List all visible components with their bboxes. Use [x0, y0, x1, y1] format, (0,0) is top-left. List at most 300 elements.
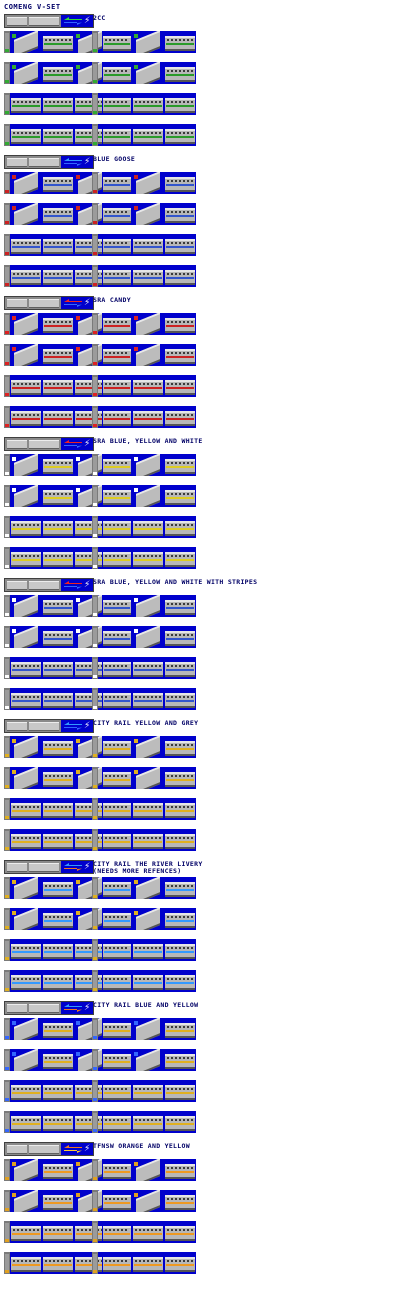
sprite-row	[4, 1109, 396, 1140]
car-windows	[45, 916, 71, 918]
cab-marker	[12, 34, 16, 38]
car-sprite-diagonal	[78, 1159, 102, 1181]
car-windows	[105, 1026, 129, 1028]
sprite-tile	[102, 31, 132, 53]
end-marker	[93, 754, 97, 757]
sprite-tile	[102, 203, 132, 225]
sprite-tile	[132, 595, 164, 617]
cab-marker	[76, 598, 80, 602]
sprite-tile	[10, 595, 42, 617]
sprite-end-tile	[92, 1080, 98, 1102]
car-stripe	[76, 1123, 104, 1125]
car-stripe	[44, 184, 72, 186]
cab-marker	[12, 880, 16, 884]
car-sprite-diagonal	[136, 908, 160, 930]
car-windows	[167, 180, 193, 182]
cab-marker	[12, 206, 16, 210]
car-stripe	[12, 528, 40, 530]
livery-banner	[4, 719, 396, 734]
car-windows	[105, 273, 129, 275]
car-stripe	[134, 700, 162, 702]
sprite-tile	[132, 375, 164, 397]
end-marker	[93, 644, 97, 647]
car-windows	[167, 1026, 193, 1028]
car-windows	[135, 132, 161, 134]
sprite-tile	[10, 344, 42, 366]
livery-name-line: TFNSW ORANGE AND YELLOW	[93, 1142, 190, 1150]
sprite-tile	[164, 1221, 196, 1243]
car-windows	[105, 1057, 129, 1059]
car-stripe	[166, 889, 194, 891]
car-sprite-diagonal	[14, 454, 38, 476]
car-stripe	[104, 74, 130, 76]
direction-arrows-icon	[64, 1004, 82, 1012]
car-stripe	[12, 105, 40, 107]
sprite-tile	[132, 406, 164, 428]
car-stripe	[44, 1092, 72, 1094]
car-windows	[45, 383, 71, 385]
car-stripe	[104, 466, 130, 468]
end-marker	[5, 1129, 9, 1132]
car-stripe	[44, 1171, 72, 1173]
direction-arrows-icon	[64, 440, 82, 448]
cab-marker	[76, 316, 80, 320]
car-stripe	[166, 325, 194, 327]
car-windows	[45, 1229, 71, 1231]
sprite-end-tile	[92, 798, 98, 820]
end-marker	[93, 1036, 97, 1039]
car-windows	[13, 242, 39, 244]
sprite-tile	[164, 485, 196, 507]
car-windows	[45, 837, 71, 839]
car-stripe	[166, 466, 194, 468]
car-sprite-diagonal	[14, 172, 38, 194]
end-marker	[5, 1270, 9, 1273]
sprite-tile	[102, 736, 132, 758]
car-windows	[105, 180, 129, 182]
car-sprite-diagonal	[136, 31, 160, 53]
car-stripe	[104, 387, 130, 389]
car-stripe	[44, 669, 72, 671]
car-stripe	[44, 528, 72, 530]
car-windows	[77, 837, 103, 839]
car-windows	[135, 837, 161, 839]
end-marker	[5, 393, 9, 396]
end-marker	[93, 675, 97, 678]
sprite-tile	[42, 688, 74, 710]
banner-car	[29, 17, 59, 26]
sprite-end-tile	[92, 877, 98, 899]
end-marker	[5, 1239, 9, 1242]
car-windows	[45, 1119, 71, 1121]
car-stripe	[166, 1030, 194, 1032]
cab-marker	[134, 34, 138, 38]
car-stripe	[104, 982, 130, 984]
car-windows	[167, 806, 193, 808]
car-sprite-diagonal	[78, 31, 102, 53]
sprite-tile	[164, 516, 196, 538]
direction-arrows-icon	[64, 1145, 82, 1153]
car-stripe	[104, 1092, 130, 1094]
car-windows	[135, 696, 161, 698]
sprite-row	[4, 404, 396, 435]
cab-marker	[12, 739, 16, 743]
sprite-row	[4, 765, 396, 796]
sprite-tile	[102, 688, 132, 710]
sprite-tile	[132, 939, 164, 961]
car-stripe	[76, 700, 104, 702]
car-sprite-diagonal	[14, 1018, 38, 1040]
car-stripe	[134, 136, 162, 138]
car-windows	[77, 414, 103, 416]
livery-name-note: (NEEDS MORE REFENCES)	[93, 867, 182, 875]
livery-banner	[4, 860, 396, 875]
sprite-tile	[132, 1111, 164, 1133]
car-stripe	[104, 1264, 130, 1266]
car-windows	[167, 242, 193, 244]
car-windows	[105, 1119, 129, 1121]
car-stripe	[166, 951, 194, 953]
car-stripe	[166, 982, 194, 984]
end-marker	[93, 534, 97, 537]
car-stripe	[104, 105, 130, 107]
car-windows	[77, 132, 103, 134]
car-stripe	[76, 1092, 104, 1094]
sprite-tile	[102, 93, 132, 115]
car-sprite-diagonal	[136, 1018, 160, 1040]
sprite-tile	[102, 516, 132, 538]
car-windows	[167, 414, 193, 416]
end-marker	[93, 1270, 97, 1273]
sprite-tile	[10, 626, 42, 648]
car-stripe	[134, 1092, 162, 1094]
end-marker	[93, 785, 97, 788]
banner-icon-panel	[61, 15, 93, 27]
end-marker	[93, 1208, 97, 1211]
livery-name-line: CITY RAIL THE RIVER LIVERY	[93, 860, 203, 868]
sprite-end-tile	[92, 657, 98, 679]
sprite-tile	[164, 172, 196, 194]
car-sprite-diagonal	[78, 908, 102, 930]
banner-car	[29, 1004, 59, 1013]
sprite-tile	[164, 877, 196, 899]
sprite-tile	[10, 1018, 42, 1040]
car-sprite-diagonal	[14, 62, 38, 84]
car-sprite-diagonal	[136, 485, 160, 507]
sprite-tile	[132, 767, 164, 789]
car-windows	[167, 696, 193, 698]
car-stripe	[76, 418, 104, 420]
sprite-tile	[42, 736, 74, 758]
sprite-tile	[42, 344, 74, 366]
end-marker	[5, 895, 9, 898]
car-windows	[45, 273, 71, 275]
banner-preview	[4, 437, 94, 451]
car-stripe	[166, 497, 194, 499]
cab-marker	[134, 488, 138, 492]
car-sprite-diagonal	[136, 626, 160, 648]
sprite-tile	[42, 31, 74, 53]
car-stripe	[12, 1264, 40, 1266]
cab-marker	[76, 1162, 80, 1166]
car-sprite-diagonal	[14, 736, 38, 758]
car-sprite-diagonal	[14, 877, 38, 899]
car-windows	[167, 321, 193, 323]
livery-name	[93, 720, 198, 727]
cab-marker	[12, 911, 16, 915]
car-sprite-diagonal	[14, 1049, 38, 1071]
cab-marker	[76, 911, 80, 915]
lightning-icon: ⚡	[84, 157, 91, 167]
sprite-tile	[42, 406, 74, 428]
sprite-tile	[102, 939, 132, 961]
sprite-tile	[10, 1080, 42, 1102]
sprite-tile	[132, 203, 164, 225]
cab-marker	[76, 770, 80, 774]
car-stripe	[166, 184, 194, 186]
car-sprite-diagonal	[136, 1159, 160, 1181]
car-windows	[105, 744, 129, 746]
car-sprite-diagonal	[14, 485, 38, 507]
car-windows	[167, 383, 193, 385]
car-stripe	[76, 528, 104, 530]
car-windows	[45, 524, 71, 526]
car-stripe	[166, 1123, 194, 1125]
sprite-tile	[164, 547, 196, 569]
sprite-tile	[42, 454, 74, 476]
car-stripe	[44, 638, 72, 640]
cab-marker	[12, 1162, 16, 1166]
car-windows	[13, 696, 39, 698]
sprite-tile	[164, 124, 196, 146]
end-marker	[5, 49, 9, 52]
car-windows	[45, 947, 71, 949]
sprite-end-tile	[92, 62, 98, 84]
sprite-tile	[164, 595, 196, 617]
car-sprite-diagonal	[14, 908, 38, 930]
car-windows	[45, 634, 71, 636]
sprite-tile	[164, 1190, 196, 1212]
end-marker	[5, 190, 9, 193]
cab-marker	[134, 629, 138, 633]
sprite-tile	[10, 1221, 42, 1243]
end-marker	[93, 1098, 97, 1101]
car-stripe	[166, 74, 194, 76]
car-windows	[135, 101, 161, 103]
car-stripe	[166, 700, 194, 702]
car-stripe	[76, 982, 104, 984]
sprite-row	[4, 311, 396, 342]
end-marker	[5, 644, 9, 647]
car-stripe	[12, 700, 40, 702]
end-marker	[5, 1067, 9, 1070]
car-windows	[77, 242, 103, 244]
car-sprite-diagonal	[136, 313, 160, 335]
sprite-tile	[132, 798, 164, 820]
banner-icon-panel	[61, 438, 93, 450]
car-stripe	[44, 105, 72, 107]
sprite-tile	[10, 234, 42, 256]
sprite-tile	[164, 1049, 196, 1071]
car-stripe	[104, 356, 130, 358]
car-windows	[135, 414, 161, 416]
car-stripe	[104, 748, 130, 750]
car-windows	[167, 775, 193, 777]
cab-marker	[76, 65, 80, 69]
lightning-icon: ⚡	[84, 16, 91, 26]
car-stripe	[12, 136, 40, 138]
car-windows	[45, 39, 71, 41]
sprite-tile	[102, 767, 132, 789]
car-stripe	[166, 246, 194, 248]
end-marker	[5, 816, 9, 819]
car-sprite-diagonal	[136, 877, 160, 899]
cab-marker	[76, 1052, 80, 1056]
sprite-tile	[102, 375, 132, 397]
sprite-tile	[102, 829, 132, 851]
banner-preview	[4, 296, 94, 310]
sprite-tile	[42, 375, 74, 397]
car-stripe	[44, 277, 72, 279]
car-windows	[77, 696, 103, 698]
livery-name	[93, 438, 203, 445]
car-windows	[135, 273, 161, 275]
car-windows	[105, 39, 129, 41]
car-windows	[45, 132, 71, 134]
sprite-row	[4, 1078, 396, 1109]
cab-marker	[134, 1052, 138, 1056]
car-stripe	[166, 136, 194, 138]
banner-icon-panel	[61, 156, 93, 168]
sprite-tile	[132, 1221, 164, 1243]
car-windows	[45, 493, 71, 495]
cab-marker	[12, 175, 16, 179]
car-stripe	[104, 215, 130, 217]
sprite-tile	[132, 908, 164, 930]
sprite-tile	[102, 657, 132, 679]
sprite-end-tile	[92, 829, 98, 851]
sprite-tile	[42, 93, 74, 115]
livery-name-line: BLUE GOOSE	[93, 155, 136, 163]
sprite-tile	[42, 877, 74, 899]
car-windows	[77, 383, 103, 385]
sprite-row	[4, 122, 396, 153]
car-windows	[77, 947, 103, 949]
sprite-tile	[10, 454, 42, 476]
lightning-icon: ⚡	[84, 1144, 91, 1154]
car-sprite-diagonal	[14, 1159, 38, 1181]
end-marker	[5, 1177, 9, 1180]
car-stripe	[12, 277, 40, 279]
sprite-tile	[10, 829, 42, 851]
end-marker	[93, 142, 97, 145]
car-stripe	[44, 607, 72, 609]
car-windows	[13, 273, 39, 275]
car-stripe	[12, 810, 40, 812]
car-windows	[45, 352, 71, 354]
livery-name	[93, 1002, 198, 1009]
sprite-tile	[42, 1221, 74, 1243]
sprite-tile	[132, 124, 164, 146]
car-stripe	[12, 841, 40, 843]
car-windows	[105, 352, 129, 354]
sprite-end-tile	[92, 736, 98, 758]
sprite-end-tile	[92, 1159, 98, 1181]
cab-marker	[76, 880, 80, 884]
car-windows	[13, 414, 39, 416]
banner-car	[7, 581, 27, 590]
car-windows	[77, 1229, 103, 1231]
car-windows	[135, 978, 161, 980]
sprite-tile	[132, 877, 164, 899]
sprite-tile	[10, 736, 42, 758]
end-marker	[93, 221, 97, 224]
sprite-row	[4, 263, 396, 294]
sprite-end-tile	[92, 313, 98, 335]
livery-name	[93, 297, 131, 304]
end-marker	[5, 80, 9, 83]
sprite-tile	[10, 1190, 42, 1212]
car-stripe	[76, 841, 104, 843]
car-stripe	[44, 1264, 72, 1266]
sprite-row	[4, 232, 396, 263]
car-stripe	[76, 559, 104, 561]
sprite-tile	[164, 62, 196, 84]
direction-arrows-icon	[64, 17, 82, 25]
car-stripe	[44, 982, 72, 984]
livery-section	[4, 296, 396, 435]
car-stripe	[44, 497, 72, 499]
car-windows	[105, 978, 129, 980]
sprite-row	[4, 796, 396, 827]
banner-preview	[4, 14, 94, 28]
car-windows	[77, 806, 103, 808]
car-windows	[105, 1260, 129, 1262]
sprite-tile	[102, 485, 132, 507]
car-windows	[105, 603, 129, 605]
car-windows	[167, 837, 193, 839]
sprite-tile	[42, 516, 74, 538]
end-marker	[93, 503, 97, 506]
livery-banner	[4, 578, 396, 593]
sprite-tile	[132, 454, 164, 476]
sprite-tile	[102, 1159, 132, 1181]
car-stripe	[12, 1233, 40, 1235]
sprite-tile	[164, 1111, 196, 1133]
car-sprite-diagonal	[78, 1049, 102, 1071]
end-marker	[5, 675, 9, 678]
car-stripe	[12, 559, 40, 561]
banner-preview	[4, 1142, 94, 1156]
sprite-row	[4, 968, 396, 999]
end-marker	[5, 957, 9, 960]
car-stripe	[76, 951, 104, 953]
car-windows	[167, 1119, 193, 1121]
livery-banner	[4, 1142, 396, 1157]
sprite-tile	[42, 265, 74, 287]
sprite-end-tile	[92, 344, 98, 366]
car-stripe	[104, 1030, 130, 1032]
cab-marker	[134, 206, 138, 210]
car-windows	[45, 744, 71, 746]
livery-name-line: 2CC	[93, 14, 106, 22]
livery-name-line: SRA BLUE, YELLOW AND WHITE	[93, 437, 203, 445]
car-windows	[135, 242, 161, 244]
sprite-tile	[132, 1252, 164, 1274]
sprite-tile	[102, 1190, 132, 1212]
car-windows	[167, 555, 193, 557]
sprite-tile	[102, 547, 132, 569]
